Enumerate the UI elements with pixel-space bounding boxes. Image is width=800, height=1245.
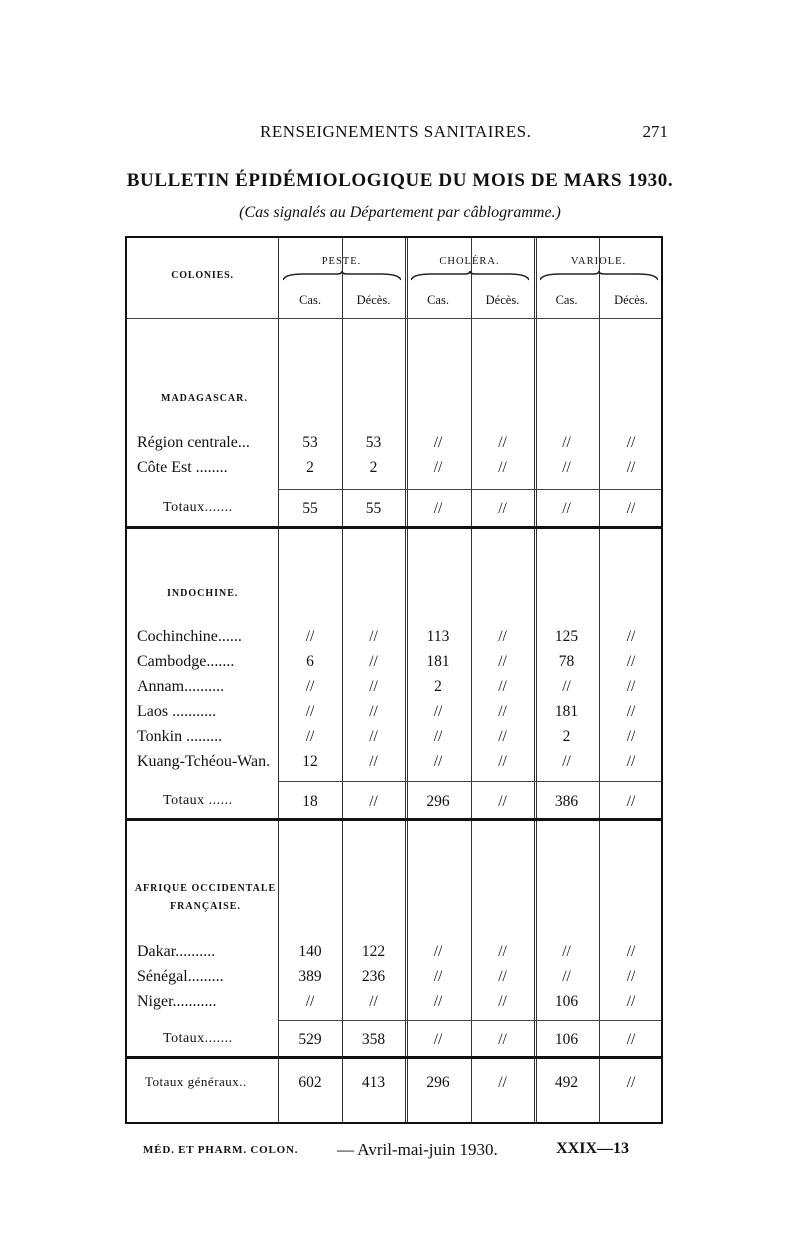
value-cell: 12	[302, 753, 318, 770]
value-cell: 125	[554, 628, 579, 645]
total-value-cell: 602	[298, 1074, 322, 1091]
total-value-cell: //	[562, 500, 571, 517]
value-cell: //	[433, 459, 443, 476]
value-cell: //	[562, 943, 571, 960]
value-cell: //	[433, 968, 443, 985]
value-cell: //	[305, 728, 315, 745]
value-cell: //	[433, 943, 443, 960]
row-label: Cochinchine......	[137, 628, 242, 645]
footer-issue: — Avril-mai-juin 1930.	[337, 1140, 498, 1159]
running-head-title: RENSEIGNEMENTS SANITAIRES.	[260, 122, 532, 141]
value-cell: 2	[369, 459, 378, 476]
value-cell: //	[562, 434, 571, 451]
footer	[125, 1140, 665, 1164]
section-rule	[127, 1056, 661, 1059]
value-cell: //	[498, 653, 507, 670]
value-cell: //	[626, 653, 636, 670]
value-cell: //	[626, 753, 636, 770]
row-label: Dakar..........	[137, 943, 216, 960]
value-cell: //	[433, 728, 443, 745]
total-value-cell: 296	[426, 1074, 450, 1091]
subtotal-rule	[278, 781, 661, 782]
brace-cholera	[411, 271, 529, 281]
row-label: Laos ...........	[137, 703, 217, 720]
value-cell: //	[433, 753, 443, 770]
total-value-cell: 386	[554, 793, 579, 810]
value-cell: 113	[426, 628, 450, 645]
total-value-cell: 55	[302, 500, 318, 517]
header-cas: Cas.	[555, 293, 578, 307]
section-aof-line1: AFRIQUE OCCIDENTALE	[134, 883, 277, 894]
total-value-cell: 492	[554, 1074, 579, 1091]
brace-variole	[540, 271, 658, 281]
value-cell: //	[626, 943, 636, 960]
running-head	[120, 122, 668, 144]
value-cell: //	[626, 628, 636, 645]
value-cell: //	[433, 434, 443, 451]
value-cell: //	[498, 434, 507, 451]
value-cell: 106	[554, 993, 579, 1010]
value-cell: 6	[306, 653, 314, 670]
row-label: Tonkin .........	[137, 728, 223, 745]
row-label: Sénégal.........	[137, 968, 224, 985]
value-cell: //	[369, 678, 378, 695]
value-cell: 122	[361, 943, 386, 960]
total-value-cell: 55	[365, 500, 382, 517]
row-label: Région centrale...	[137, 434, 250, 451]
value-cell: //	[369, 728, 378, 745]
total-label: Totaux.......	[163, 1031, 233, 1046]
total-label: Totaux ......	[163, 793, 233, 808]
total-value-cell: 18	[302, 793, 318, 810]
value-cell: //	[562, 753, 571, 770]
total-value-cell: 296	[426, 793, 450, 810]
value-cell: 53	[302, 434, 318, 451]
header-cholera: CHOLÉRA.	[439, 256, 500, 267]
header-rule	[127, 318, 661, 319]
header-variole: VARIOLE.	[570, 256, 627, 267]
value-cell: //	[626, 703, 636, 720]
subtotal-rule	[278, 1020, 661, 1021]
value-cell: //	[305, 678, 315, 695]
subtotal-rule	[278, 489, 661, 490]
value-cell: 2	[306, 459, 314, 476]
value-cell: 389	[298, 968, 322, 985]
value-cell: //	[626, 993, 636, 1010]
value-cell: //	[498, 993, 507, 1010]
value-cell: //	[626, 678, 636, 695]
bulletin-subtitle: (Cas signalés au Département par câblogramme.)	[239, 204, 561, 221]
section-rule	[127, 818, 661, 821]
row-label: Cambodge.......	[137, 653, 235, 670]
value-cell: //	[626, 459, 636, 476]
value-cell: 181	[554, 703, 579, 720]
value-cell: //	[498, 968, 507, 985]
value-cell: //	[562, 678, 571, 695]
total-value-cell: //	[626, 1031, 636, 1048]
section-aof-line2: FRANÇAISE.	[170, 901, 241, 912]
value-cell: //	[626, 728, 636, 745]
value-cell: //	[433, 993, 443, 1010]
brace-peste	[283, 271, 401, 281]
total-value-cell: 413	[361, 1074, 386, 1091]
row-label: Niger...........	[137, 993, 217, 1010]
value-cell: //	[305, 703, 315, 720]
value-cell: //	[433, 703, 443, 720]
value-cell: //	[305, 993, 315, 1010]
total-value-cell: //	[626, 793, 636, 810]
value-cell: 140	[298, 943, 322, 960]
value-cell: //	[626, 968, 636, 985]
value-cell: //	[498, 728, 507, 745]
bulletin-title: BULLETIN ÉPIDÉMIOLOGIQUE DU MOIS DE MARS 1930.	[126, 170, 674, 191]
header-peste: PESTE.	[321, 256, 362, 267]
value-cell: 53	[365, 434, 382, 451]
value-cell: //	[369, 703, 378, 720]
total-value-cell: //	[369, 793, 378, 810]
row-label: Kuang-Tchéou-Wan.	[137, 753, 271, 770]
footer-journal: MÉD. ET PHARM. COLON.	[143, 1144, 299, 1156]
value-cell: //	[305, 628, 315, 645]
total-value-cell: //	[498, 500, 507, 517]
row-label: Côte Est ........	[137, 459, 228, 476]
header-colonies: COLONIES.	[171, 270, 234, 281]
value-cell: //	[369, 653, 378, 670]
value-cell: //	[562, 459, 571, 476]
header-cas: Cas.	[427, 293, 449, 307]
value-cell: 181	[426, 653, 450, 670]
value-cell: 2	[562, 728, 571, 745]
grand-total-label: Totaux généraux..	[145, 1074, 247, 1089]
total-value-cell: //	[433, 500, 443, 517]
total-value-cell: //	[433, 1031, 443, 1048]
row-label: Annam..........	[137, 678, 225, 695]
value-cell: //	[626, 434, 636, 451]
total-value-cell: 358	[361, 1031, 386, 1048]
value-cell: //	[498, 678, 507, 695]
epidemiology-table	[125, 236, 663, 1124]
total-label: Totaux.......	[163, 500, 233, 515]
value-cell: //	[498, 459, 507, 476]
section-madagascar: MADAGASCAR.	[161, 393, 248, 404]
section-rule	[127, 526, 661, 529]
header-deces: Décès.	[485, 293, 520, 307]
value-cell: 2	[434, 678, 442, 695]
value-cell: //	[498, 628, 507, 645]
section-indochine: INDOCHINE.	[167, 588, 239, 599]
value-cell: //	[369, 993, 378, 1010]
total-value-cell: //	[626, 1074, 636, 1091]
total-value-cell: //	[498, 793, 507, 810]
total-value-cell: //	[626, 500, 636, 517]
total-value-cell: //	[498, 1074, 507, 1091]
value-cell: //	[498, 753, 507, 770]
value-cell: //	[562, 968, 571, 985]
page-number: 271	[642, 122, 668, 141]
header-deces: Décès.	[356, 293, 391, 307]
footer-signature: XXIX—13	[556, 1140, 629, 1157]
value-cell: 236	[361, 968, 386, 985]
value-cell: //	[369, 628, 378, 645]
value-cell: 78	[558, 653, 575, 670]
total-value-cell: 106	[554, 1031, 579, 1048]
value-cell: //	[498, 943, 507, 960]
value-cell: //	[369, 753, 378, 770]
total-value-cell: //	[498, 1031, 507, 1048]
total-value-cell: 529	[298, 1031, 322, 1048]
value-cell: //	[498, 703, 507, 720]
header-deces: Décès.	[614, 293, 648, 307]
header-cas: Cas.	[299, 293, 321, 307]
